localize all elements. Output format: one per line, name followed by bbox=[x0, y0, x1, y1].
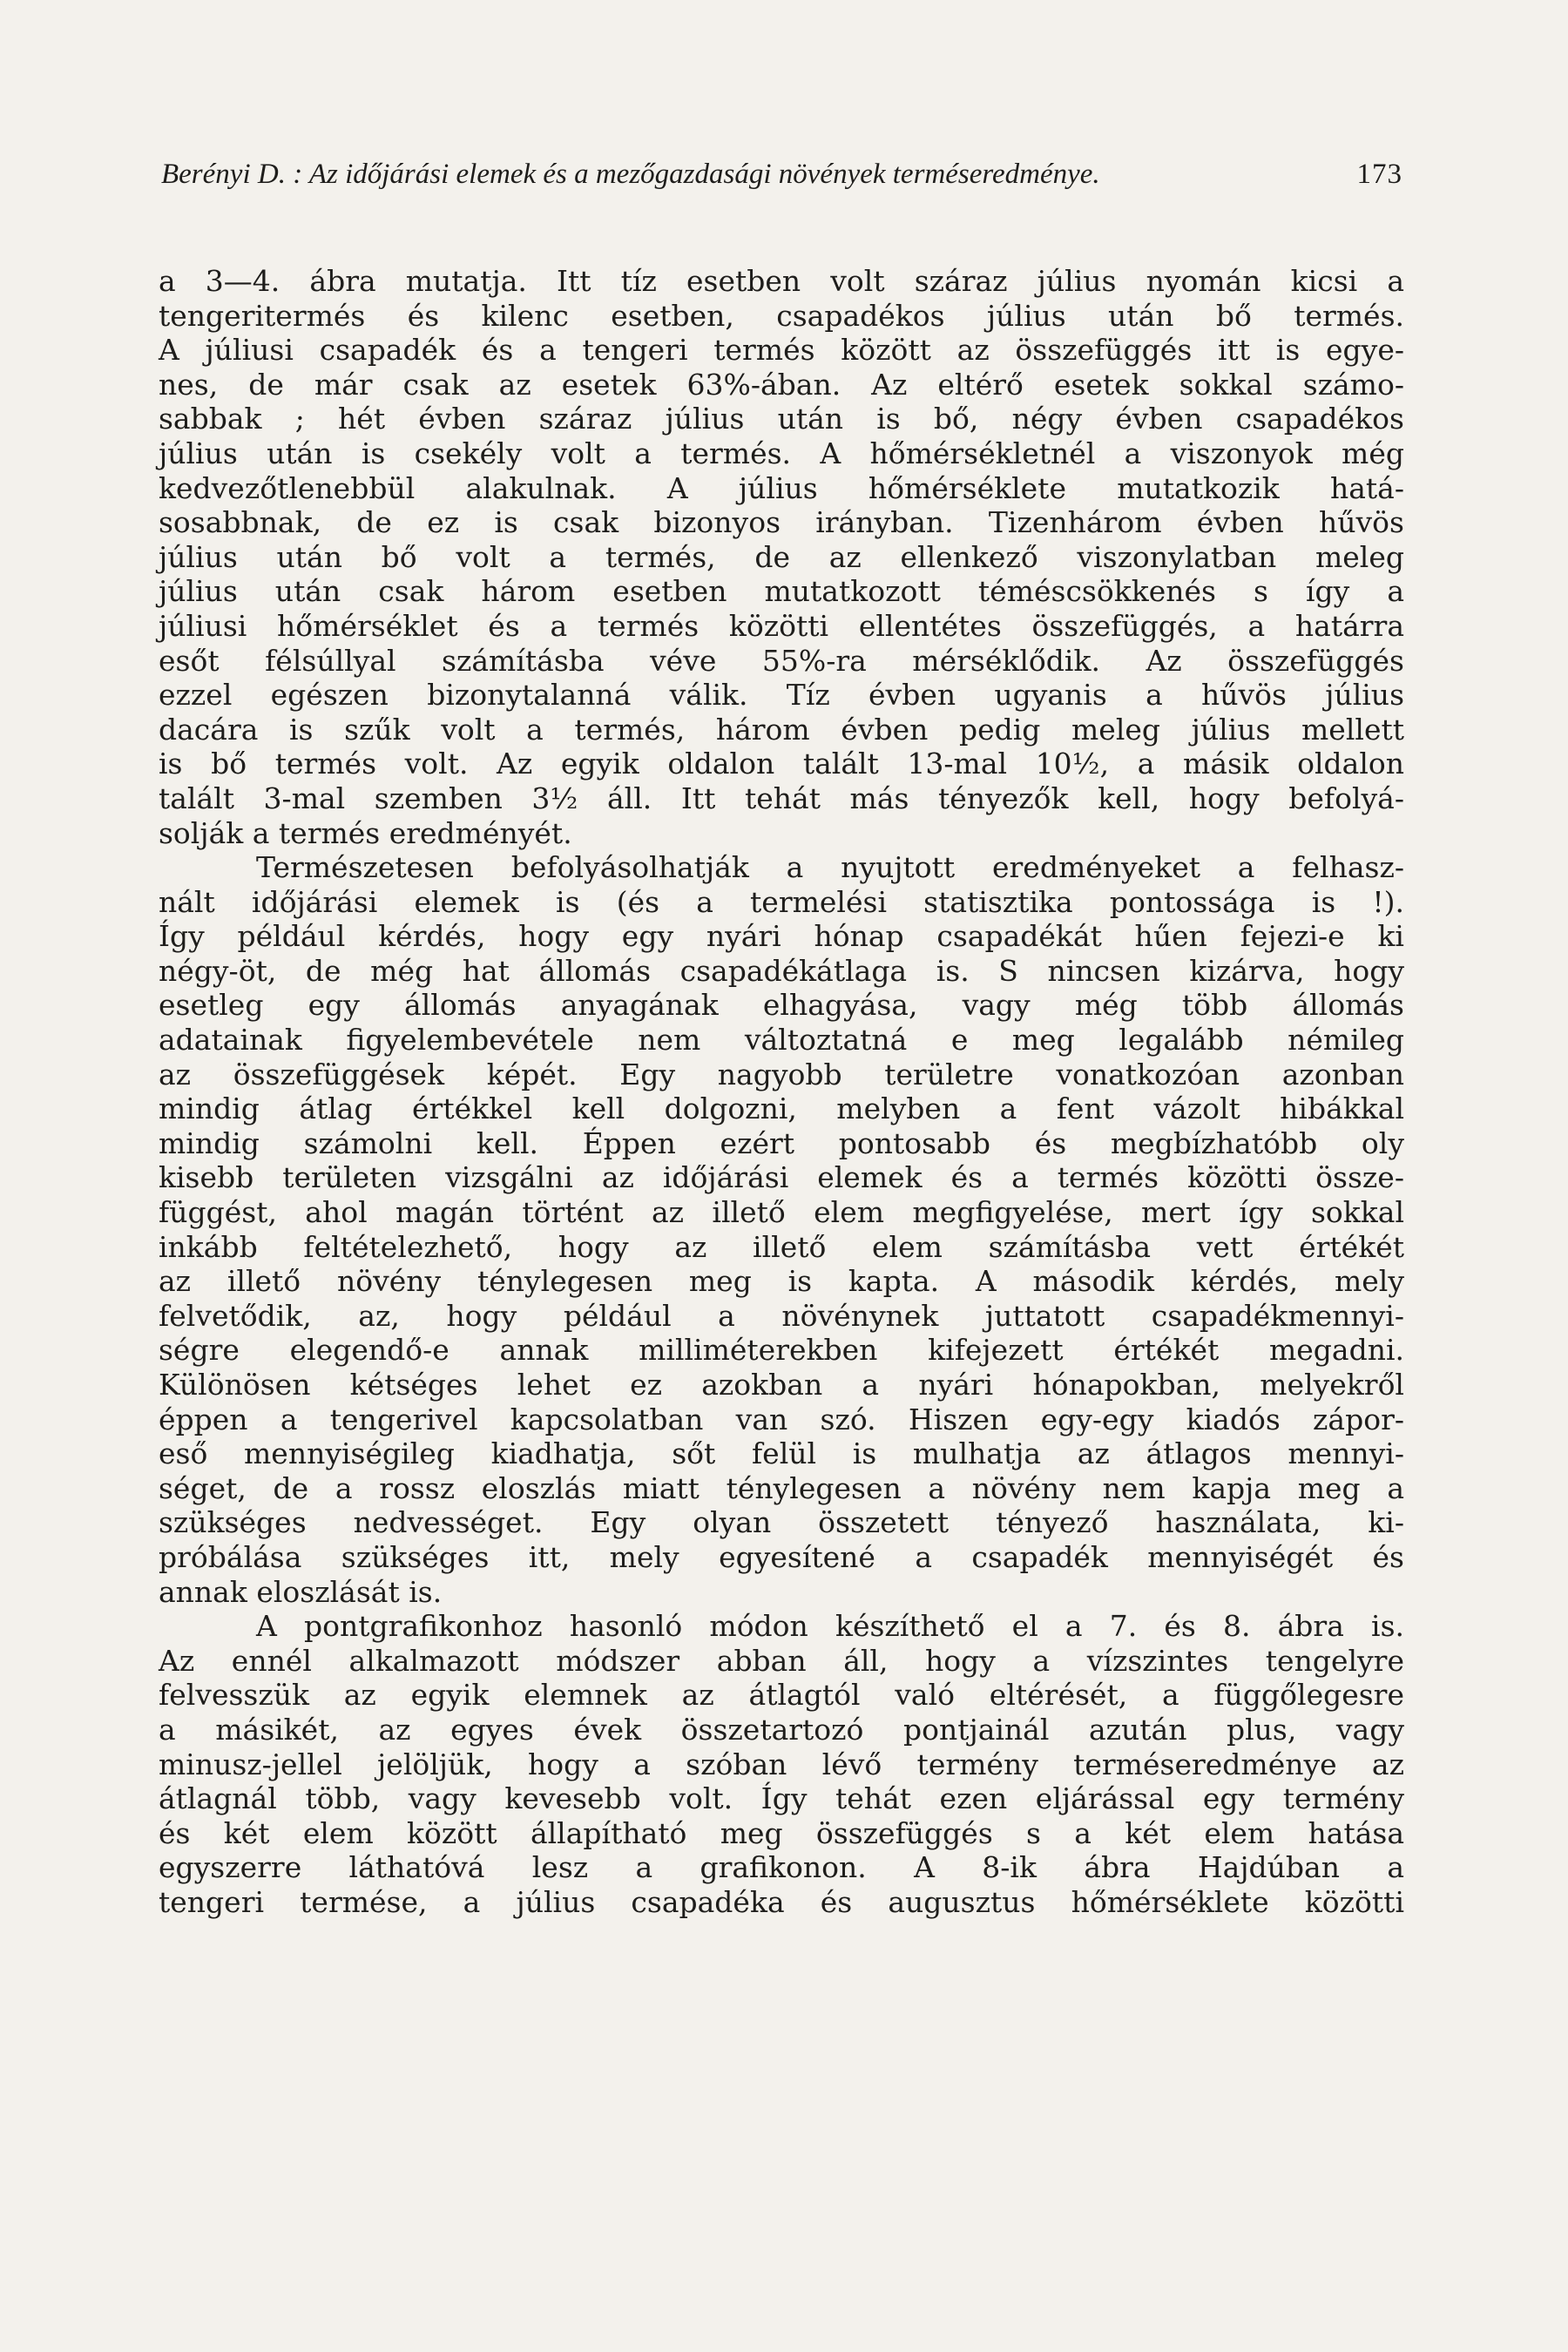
text-line: felvetődik, az, hogy például a növénynek juttatott csapadékmennyi- bbox=[159, 1298, 1404, 1333]
text-line: négy-öt, de még hat állomás csapadékátlaga is. S nincsen kizárva, hogy bbox=[159, 953, 1404, 988]
text-line: éppen a tengerivel kapcsolatban van szó. Hiszen egy-egy kiadós zápor- bbox=[159, 1402, 1404, 1436]
text-line: inkább feltételezhető, hogy az illető elem számításba vett értékét bbox=[159, 1229, 1404, 1264]
text-line: adatainak figyelembevétele nem változtatná e meg legalább némileg bbox=[159, 1023, 1404, 1058]
text-line: július után is csekély volt a termés. A hőmérsékletnél a viszonyok még bbox=[159, 436, 1404, 470]
text-line: esetleg egy állomás anyagának elhagyása, vagy még több állomás bbox=[159, 988, 1404, 1023]
text-line: talált 3-mal szemben 3½ áll. Itt tehát más tényezők kell, hogy befolyá- bbox=[159, 781, 1404, 815]
text-line: tengeri termése, a július csapadéka és augusztus hőmérséklete közötti bbox=[159, 1884, 1404, 1919]
text-line: dacára is szűk volt a termés, három évben pedig meleg július mellett bbox=[159, 712, 1404, 747]
text-line: solják a termés eredményét. bbox=[159, 815, 572, 850]
text-line: mindig számolni kell. Éppen ezért pontosabb és megbízhatóbb oly bbox=[159, 1125, 1404, 1160]
text-line: séget, de a rossz eloszlás miatt ténylegesen a növény nem kapja meg a bbox=[159, 1470, 1404, 1505]
text-line: Így például kérdés, hogy egy nyári hónap csapadékát hűen fejezi-e ki bbox=[159, 919, 1404, 954]
text-line: nes, de már csak az esetek 63%-ában. Az eltérő esetek sokkal számo- bbox=[159, 367, 1404, 402]
text-line: július után bő volt a termés, de az ellenkező viszonylatban meleg bbox=[159, 539, 1404, 574]
text-line: ezzel egészen bizonytalanná válik. Tíz évben ugyanis a hűvös július bbox=[159, 678, 1404, 713]
text-line: nált időjárási elemek is (és a termelési statisztika pontossága is !). bbox=[159, 884, 1404, 919]
running-header-title: Berényi D. : Az időjárási elemek és a mezőgazdasági növények terméseredménye. bbox=[161, 159, 1100, 190]
text-line: esőt félsúllyal számításba véve 55%-ra mérséklődik. Az összefüggés bbox=[159, 643, 1404, 678]
text-line: ségre elegendő-e annak milliméterekben kifejezett értékét megadni. bbox=[159, 1333, 1404, 1368]
text-line: kedvezőtlenebbül alakulnak. A július hőmérséklete mutatkozik hatá- bbox=[159, 470, 1404, 505]
text-line: a 3—4. ábra mutatja. Itt tíz esetben volt száraz július nyomán kicsi a bbox=[159, 264, 1404, 298]
text-line: eső mennyiségileg kiadhatja, sőt felül is mulhatja az átlagos mennyi- bbox=[159, 1436, 1404, 1471]
text-line: a másikét, az egyes évek összetartozó pontjainál azután plus, vagy bbox=[159, 1712, 1404, 1747]
paragraph-first-line: Természetesen befolyásolhatják a nyujtott eredményeket a felhasz- bbox=[256, 850, 1404, 885]
text-line: tengeritermés és kilenc esetben, csapadékos július után bő termés. bbox=[159, 298, 1404, 333]
text-line: kisebb területen vizsgálni az időjárási elemek és a termés közötti össze- bbox=[159, 1160, 1404, 1195]
text-line: egyszerre láthatóvá lesz a grafikonon. A 8-ik ábra Hajdúban a bbox=[159, 1850, 1404, 1885]
text-line: függést, ahol magán történt az illető elem megfigyelése, mert így sokkal bbox=[159, 1195, 1404, 1230]
text-line: sabbak ; hét évben száraz július után is bő, négy évben csapadékos bbox=[159, 402, 1404, 436]
text-line: az illető növény ténylegesen meg is kapta. A második kérdés, mely bbox=[159, 1264, 1404, 1299]
text-line: minusz-jellel jelöljük, hogy a szóban lévő termény terméseredménye az bbox=[159, 1747, 1404, 1781]
text-line: próbálása szükséges itt, mely egyesítené a csapadék mennyiségét és bbox=[159, 1539, 1404, 1574]
paragraph-first-line: A pontgrafikonhoz hasonló módon készíthető el a 7. és 8. ábra is. bbox=[256, 1609, 1404, 1644]
text-line: átlagnál több, vagy kevesebb volt. Így tehát ezen eljárással egy termény bbox=[159, 1781, 1404, 1816]
text-line: Az ennél alkalmazott módszer abban áll, hogy a vízszintes tengelyre bbox=[159, 1643, 1404, 1678]
page-number: 173 bbox=[1356, 159, 1402, 190]
text-line: A júliusi csapadék és a tengeri termés között az összefüggés itt is egye- bbox=[159, 333, 1404, 368]
text-line: és két elem között állapítható meg összefüggés s a két elem hatása bbox=[159, 1815, 1404, 1850]
running-header bbox=[161, 153, 1402, 195]
text-line: július után csak három esetben mutatkozott téméscsökkenés s így a bbox=[159, 574, 1404, 609]
text-line: mindig átlag értékkel kell dolgozni, melyben a fent vázolt hibákkal bbox=[159, 1092, 1404, 1126]
text-line: júliusi hőmérséklet és a termés közötti ellentétes összefüggés, a határra bbox=[159, 608, 1404, 643]
text-line: felvesszük az egyik elemnek az átlagtól való eltérését, a függőlegesre bbox=[159, 1678, 1404, 1713]
text-line: annak eloszlását is. bbox=[159, 1574, 443, 1609]
text-line: az összefüggések képét. Egy nagyobb területre vonatkozóan azonban bbox=[159, 1057, 1404, 1092]
text-line: sosabbnak, de ez is csak bizonyos irányban. Tizenhárom évben hűvös bbox=[159, 505, 1404, 540]
body-text bbox=[159, 264, 1404, 1920]
text-line: szükséges nedvességet. Egy olyan összetett tényező használata, ki- bbox=[159, 1505, 1404, 1540]
text-line: is bő termés volt. Az egyik oldalon talált 13-mal 10½, a másik oldalon bbox=[159, 747, 1404, 781]
text-line: Különösen kétséges lehet ez azokban a nyári hónapokban, melyekről bbox=[159, 1368, 1404, 1402]
